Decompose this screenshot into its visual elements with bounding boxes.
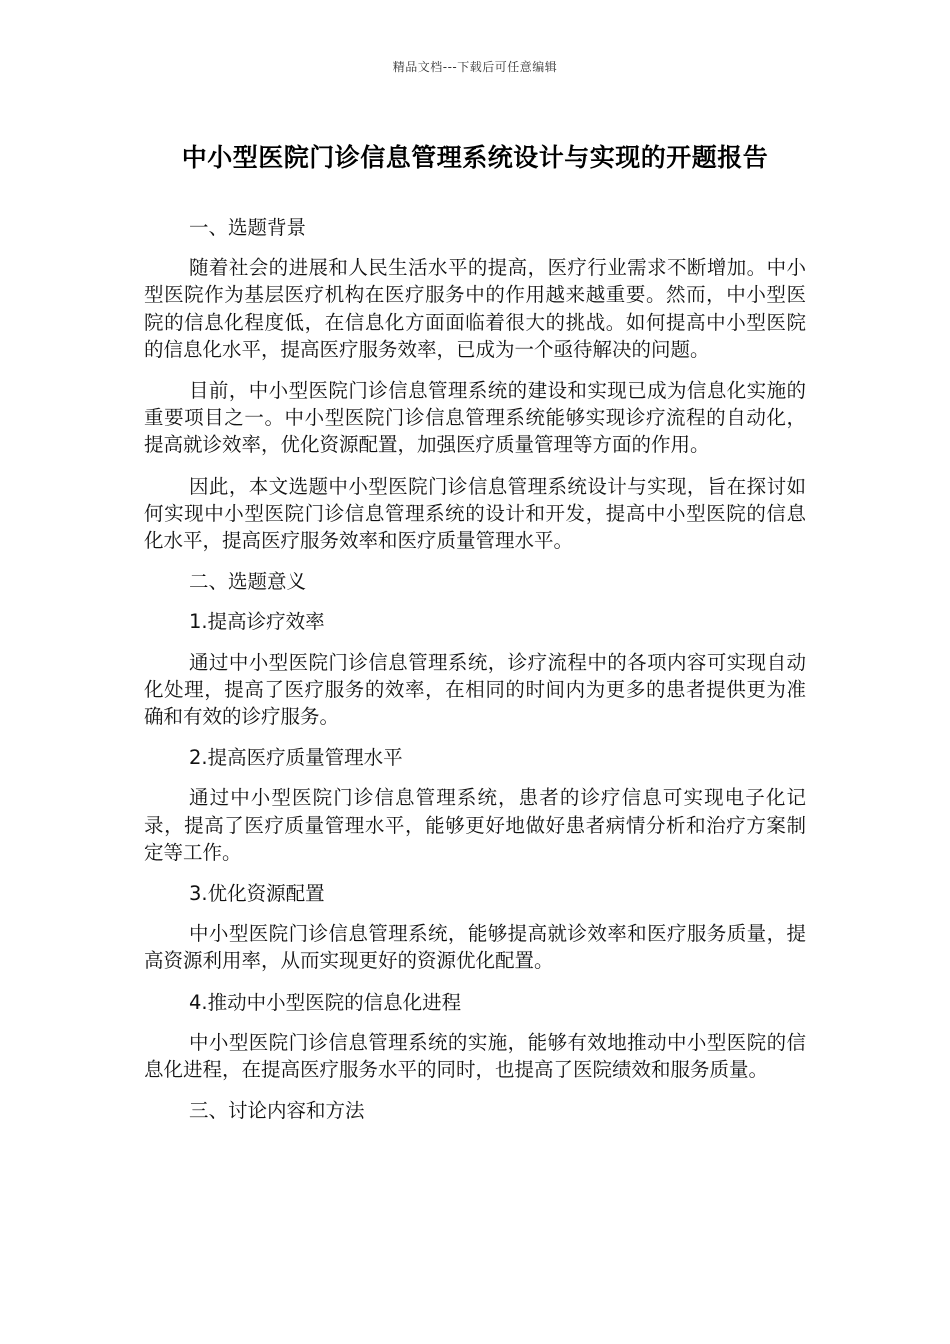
paragraph-quality: 通过中小型医院门诊信息管理系统，患者的诊疗信息可实现电子化记录，提高了医疗质量管理水平，能够更好地做好患者病情分析和治疗方案制定等工作。 [144, 786, 806, 864]
paragraph-efficiency: 通过中小型医院门诊信息管理系统，诊疗流程中的各项内容可实现自动化处理，提高了医疗服务的效率，在相同的时间内为更多的患者提供更为准确和有效的诊疗服务。 [144, 650, 806, 729]
section-heading-significance: 二、选题意义 [189, 570, 307, 594]
subheading-quality: 2.提高医疗质量管理水平 [189, 746, 403, 770]
document-title: 中小型医院门诊信息管理系统设计与实现的开题报告 [181, 143, 769, 172]
document-body [144, 214, 806, 1137]
paragraph-resources: 中小型医院门诊信息管理系统，能够提高就诊效率和医疗服务质量，提高资源利用率，从而实现更好的资源优化配置。 [144, 922, 806, 973]
subheading-efficiency: 1.提高诊疗效率 [189, 610, 325, 634]
paragraph-informatization: 中小型医院门诊信息管理系统的实施，能够有效地推动中小型医院的信息化进程，在提高医疗服务水平的同时，也提高了医院绩效和服务质量。 [144, 1030, 806, 1082]
subheading-resources: 3.优化资源配置 [189, 882, 325, 906]
paragraph-background-2: 目前，中小型医院门诊信息管理系统的建设和实现已成为信息化实施的重要项目之一。中小型医院门诊信息管理系统能够实现诊疗流程的自动化，提高就诊效率，优化资源配置，加强医疗质量管理等方面的作用。 [144, 379, 806, 457]
section-heading-content-methods: 三、讨论内容和方法 [189, 1099, 365, 1123]
header-note: 精品文档---下载后可任意编辑 [392, 60, 558, 74]
paragraph-background-3: 因此，本文选题中小型医院门诊信息管理系统设计与实现，旨在探讨如何实现中小型医院门诊信息管理系统的设计和开发，提高中小型医院的信息化水平，提高医疗服务效率和医疗质量管理水平。 [144, 474, 806, 553]
paragraph-background-1: 随着社会的进展和人民生活水平的提高，医疗行业需求不断增加。中小型医院作为基层医疗机构在医疗服务中的作用越来越重要。然而，中小型医院的信息化程度低，在信息化方面面临着很大的挑战。如何提高中小型医院的信息化水平，提高医疗服务效率，已成为一个亟待解决的问题。 [144, 256, 806, 361]
section-heading-background: 一、选题背景 [189, 216, 307, 239]
subheading-informatization: 4.推动中小型医院的信息化进程 [189, 990, 462, 1014]
